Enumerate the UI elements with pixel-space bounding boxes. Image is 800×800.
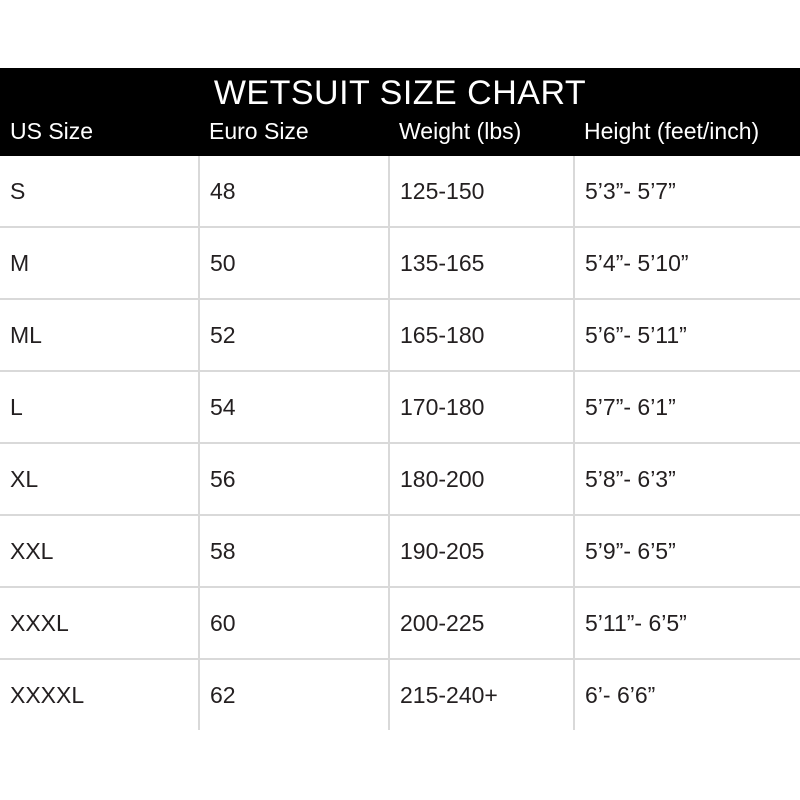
table-body bbox=[0, 156, 800, 730]
cell-euro-size: 50 bbox=[199, 227, 389, 299]
cell-us-size: XL bbox=[0, 443, 199, 515]
cell-height: 5’4”- 5’10” bbox=[574, 227, 800, 299]
cell-height: 5’6”- 5’11” bbox=[574, 299, 800, 371]
chart-title: WETSUIT SIZE CHART bbox=[213, 74, 587, 112]
table-row bbox=[0, 587, 800, 659]
cell-weight: 135-165 bbox=[389, 227, 574, 299]
cell-weight: 165-180 bbox=[389, 299, 574, 371]
cell-weight: 180-200 bbox=[389, 443, 574, 515]
cell-euro-size: 54 bbox=[199, 371, 389, 443]
cell-weight: 215-240+ bbox=[389, 659, 574, 730]
cell-height: 5’7”- 6’1” bbox=[574, 371, 800, 443]
cell-height: 5’8”- 6’3” bbox=[574, 443, 800, 515]
chart-header bbox=[0, 68, 800, 115]
cell-weight: 125-150 bbox=[389, 156, 574, 227]
cell-height: 5’9”- 6’5” bbox=[574, 515, 800, 587]
table-row bbox=[0, 371, 800, 443]
wetsuit-size-chart bbox=[0, 68, 800, 730]
cell-weight: 190-205 bbox=[389, 515, 574, 587]
table-head bbox=[0, 115, 800, 156]
cell-euro-size: 62 bbox=[199, 659, 389, 730]
table-row bbox=[0, 156, 800, 227]
cell-height: 5’3”- 5’7” bbox=[574, 156, 800, 227]
column-header-weight: Weight (lbs) bbox=[389, 115, 574, 156]
cell-us-size: XXL bbox=[0, 515, 199, 587]
table-header-row bbox=[0, 115, 800, 156]
cell-us-size: XXXL bbox=[0, 587, 199, 659]
cell-euro-size: 58 bbox=[199, 515, 389, 587]
table-row bbox=[0, 515, 800, 587]
cell-euro-size: 60 bbox=[199, 587, 389, 659]
cell-us-size: M bbox=[0, 227, 199, 299]
cell-euro-size: 56 bbox=[199, 443, 389, 515]
cell-height: 6’- 6’6” bbox=[574, 659, 800, 730]
table-row bbox=[0, 299, 800, 371]
cell-weight: 170-180 bbox=[389, 371, 574, 443]
cell-euro-size: 48 bbox=[199, 156, 389, 227]
column-header-euro-size: Euro Size bbox=[199, 115, 389, 156]
table-row bbox=[0, 227, 800, 299]
cell-height: 5’11”- 6’5” bbox=[574, 587, 800, 659]
cell-us-size: L bbox=[0, 371, 199, 443]
size-chart-table bbox=[0, 115, 800, 730]
cell-us-size: S bbox=[0, 156, 199, 227]
cell-euro-size: 52 bbox=[199, 299, 389, 371]
table-row bbox=[0, 659, 800, 730]
column-header-height: Height (feet/inch) bbox=[574, 115, 800, 156]
cell-us-size: XXXXL bbox=[0, 659, 199, 730]
cell-weight: 200-225 bbox=[389, 587, 574, 659]
cell-us-size: ML bbox=[0, 299, 199, 371]
table-row bbox=[0, 443, 800, 515]
column-header-us-size: US Size bbox=[0, 115, 199, 156]
